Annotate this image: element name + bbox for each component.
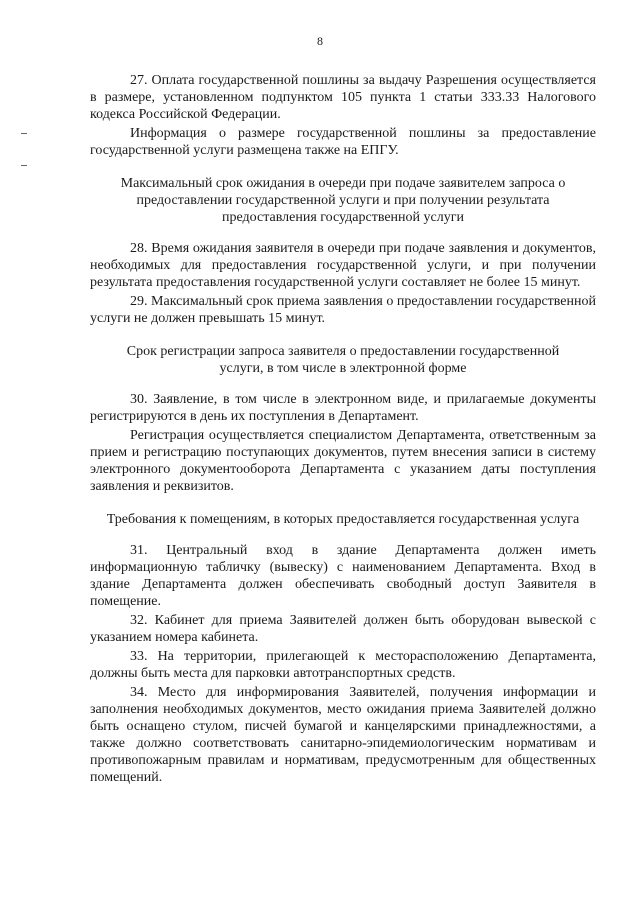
paragraph-29: 29. Максимальный срок приема заявления о предоставлении государственной услуги не должен превышать 15 минут. [90, 294, 596, 326]
paragraph-34: 34. Место для информирования Заявителей, получения информации и заполнения необходимых документов, место ожидания приема Заявителей должно быть оснащено стулом, писчей бумагой и канцелярскими принадлежностями, а также должно соответствовать санитарно-эпидемиологическим нормативам и противопожарным правилам и нормативам, предусмотренным для общественных помещений. [90, 685, 596, 785]
section-heading-queue-time: Максимальный срок ожидания в очереди при подаче заявителем запроса о предоставлении государственной услуги и при получении результата предоставления государственной услуги [120, 176, 566, 225]
document-body [90, 72, 596, 788]
section-heading-premises: Требования к помещениям, в которых предоставляется государственная услуга [106, 512, 580, 527]
paragraph-31: 31. Центральный вход в здание Департамента должен иметь информационную табличку (вывеску) с наименованием Департамента. Вход в здание Департамента должен обеспечивать свободный доступ Заявителя в помещение. [90, 543, 596, 609]
margin-mark [21, 165, 27, 166]
paragraph-27: 27. Оплата государственной пошлины за выдачу Разрешения осуществляется в размере, установленном подпунктом 105 пункта 1 статьи 333.33 Налогового кодекса Российской Федерации. [90, 73, 596, 122]
page-number: 8 [317, 34, 323, 48]
paragraph-30: 30. Заявление, в том числе в электронном виде, и прилагаемые документы регистрируются в день их поступления в Департамент. [90, 392, 596, 424]
paragraph-33: 33. На территории, прилегающей к месторасположению Департамента, должны быть места для парковки автотранспортных средств. [90, 649, 596, 681]
paragraph-fee-info: Информация о размере государственной пошлины за предоставление государственной услуги размещена также на ЕПГУ. [90, 126, 596, 158]
paragraph-28: 28. Время ожидания заявителя в очереди при подаче заявления и документов, необходимых для предоставления государственной услуги, и при получении результата предоставления государственной услуги составляет не более 15 минут. [90, 241, 596, 290]
paragraph-registration: Регистрация осуществляется специалистом Департамента, ответственным за прием и регистрацию поступающих документов, путем внесения записи в систему электронного документооборота Департамента с указанием даты поступления заявления и реквизитов. [90, 428, 596, 494]
paragraph-32: 32. Кабинет для приема Заявителей должен быть оборудован вывеской с указанием номера кабинета. [90, 613, 596, 645]
section-heading-registration: Срок регистрации запроса заявителя о предоставлении государственной услуги, в том числе в электронной форме [126, 344, 560, 376]
margin-mark [21, 133, 27, 134]
